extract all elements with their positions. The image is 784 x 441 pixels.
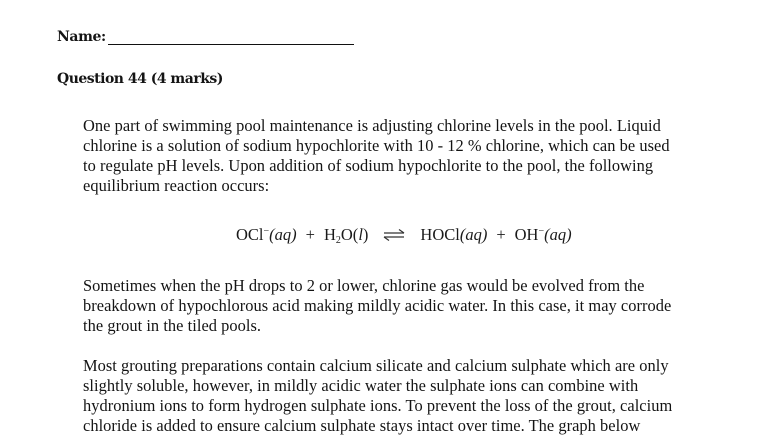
name-blank-line — [108, 30, 354, 45]
paragraph-line: Sometimes when the pH drops to 2 or lower, chlorine gas would be evolved from the — [83, 276, 645, 295]
plus-sign: + — [305, 225, 315, 244]
paragraph-line: to regulate pH levels. Upon addition of sodium hypochlorite to the pool, the following — [83, 156, 654, 175]
paragraph-line: the grout in the tiled pools. — [83, 316, 262, 335]
paragraph-grout — [83, 356, 763, 436]
paragraph-line: equilibrium reaction occurs: — [83, 176, 270, 195]
paragraph-intro — [83, 116, 763, 196]
product-hydroxide: OH−(aq) — [514, 225, 572, 244]
equilibrium-arrow-icon — [381, 227, 407, 241]
paragraph-line: Most grouting preparations contain calcium silicate and calcium sulphate which are only — [83, 356, 669, 375]
paragraph-chlorine-gas — [83, 276, 763, 336]
name-label: Name: — [57, 29, 106, 45]
paragraph-line: breakdown of hypochlorous acid making mildly acidic water. In this case, it may corrode — [83, 296, 672, 315]
paragraph-line: One part of swimming pool maintenance is adjusting chlorine levels in the pool. Liquid — [83, 116, 661, 135]
product-hypochlorous-acid: HOCl(aq) — [420, 225, 488, 244]
reactant-hypochlorite: OCl−(aq) — [236, 225, 297, 244]
paragraph-line: hydronium ions to form hydrogen sulphate ions. To prevent the loss of the grout, calcium — [83, 396, 673, 415]
reactant-water: $H_2O(l)$ — [323, 225, 369, 246]
name-field-row — [57, 29, 354, 45]
paragraph-line: slightly soluble, however, in mildly acidic water the sulphate ions can combine with — [83, 376, 639, 395]
equilibrium-equation — [236, 225, 572, 245]
plus-sign: + — [496, 225, 506, 244]
paragraph-line: chloride is added to ensure calcium sulphate stays intact over time. The graph below — [83, 416, 641, 435]
question-title: Question 44 (4 marks) — [57, 71, 223, 87]
paragraph-line: chlorine is a solution of sodium hypochlorite with 10 - 12 % chlorine, which can be used — [83, 136, 670, 155]
